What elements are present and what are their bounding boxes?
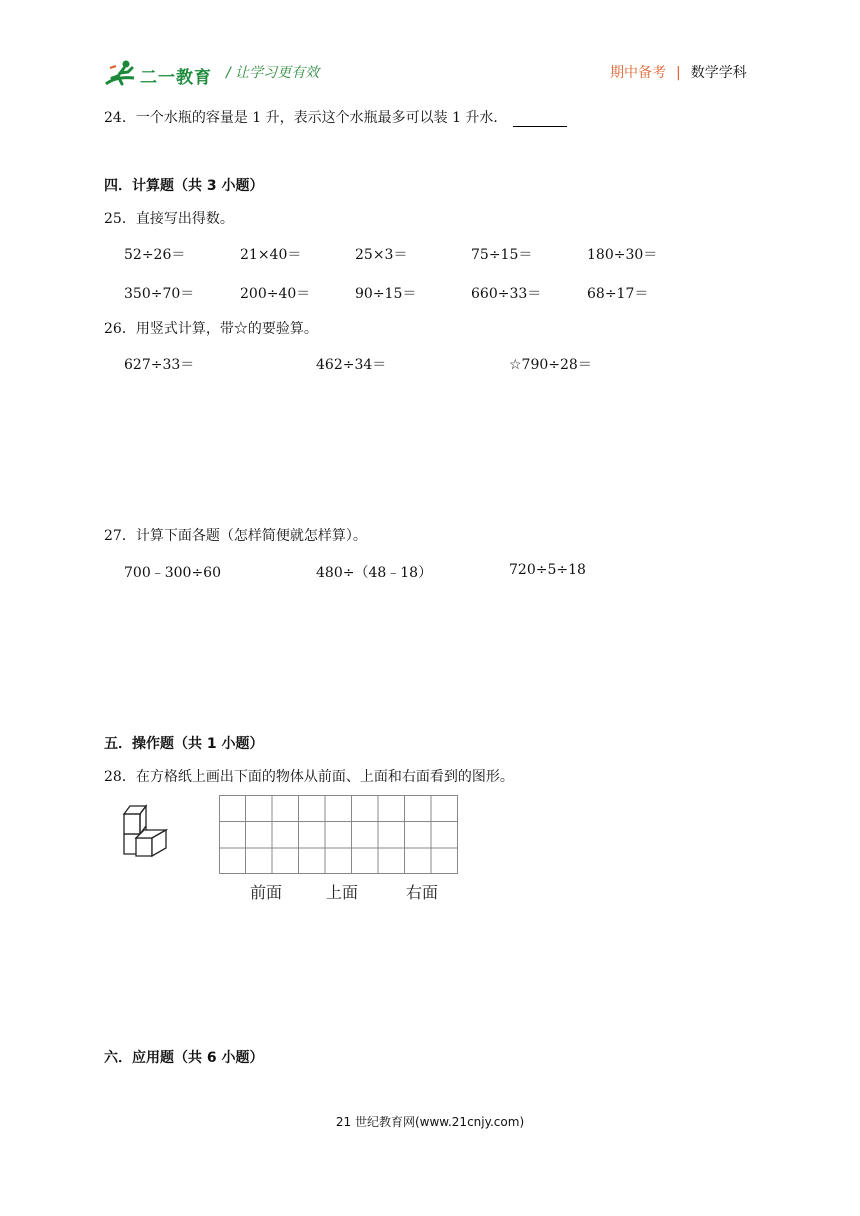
question-24-text: 24．一个水瓶的容量是 1 升，表示这个水瓶最多可以装 1 升水． [104, 110, 508, 126]
question-24 [104, 107, 567, 127]
header-separator: | [676, 65, 681, 81]
header-right [610, 62, 747, 82]
calc-item: 180÷30＝ [587, 247, 658, 263]
runner-logo-icon [104, 58, 140, 90]
question-27-text: 27．计算下面各题（怎样简便就怎样算）。 [104, 528, 367, 544]
simplify-item: 720÷5÷18 [509, 562, 586, 578]
calc-item: 350÷70＝ [124, 286, 195, 302]
exam-label: 期中备考 [610, 65, 666, 81]
vertical-calc-item: ☆790÷28＝ [509, 357, 592, 373]
answer-blank[interactable] [513, 112, 567, 127]
vertical-calc-item: 462÷34＝ [316, 357, 387, 373]
calc-item: 660÷33＝ [471, 286, 542, 302]
section-4-title: 四．计算题（共 3 小题） [104, 178, 264, 194]
grid-paper[interactable] [219, 795, 459, 875]
brand-logo [104, 58, 216, 90]
calc-item: 200÷40＝ [240, 286, 311, 302]
section-6-title: 六．应用题（共 6 小题） [104, 1050, 264, 1066]
simplify-item: 480÷（48﹣18） [316, 565, 433, 581]
question-25-text: 25．直接写出得数。 [104, 211, 234, 227]
calc-item: 25×3＝ [355, 247, 408, 263]
cube-stack-figure [118, 800, 178, 860]
vertical-calc-item: 627÷33＝ [124, 357, 195, 373]
calc-item: 52÷26＝ [124, 247, 186, 263]
simplify-item: 700﹣300÷60 [124, 565, 221, 581]
question-26-text: 26．用竖式计算，带☆的要验算。 [104, 321, 318, 337]
section-5-title: 五．操作题（共 1 小题） [104, 736, 264, 752]
calc-item: 21×40＝ [240, 247, 302, 263]
question-28-text: 28．在方格纸上画出下面的物体从前面、上面和右面看到的图形。 [104, 769, 514, 785]
subject-label: 数学学科 [690, 65, 747, 81]
calc-item: 90÷15＝ [355, 286, 417, 302]
slogan: / 让学习更有效 [226, 65, 320, 81]
calc-item: 75÷15＝ [471, 247, 533, 263]
logo-text: 二一教育 [140, 68, 212, 88]
top-view-label: 上面 [326, 883, 359, 902]
front-view-label: 前面 [250, 883, 283, 902]
right-view-label: 右面 [406, 883, 439, 902]
calc-item: 68÷17＝ [587, 286, 649, 302]
page-footer: 21 世纪教育网(www.21cnjy.com) [335, 1115, 525, 1129]
